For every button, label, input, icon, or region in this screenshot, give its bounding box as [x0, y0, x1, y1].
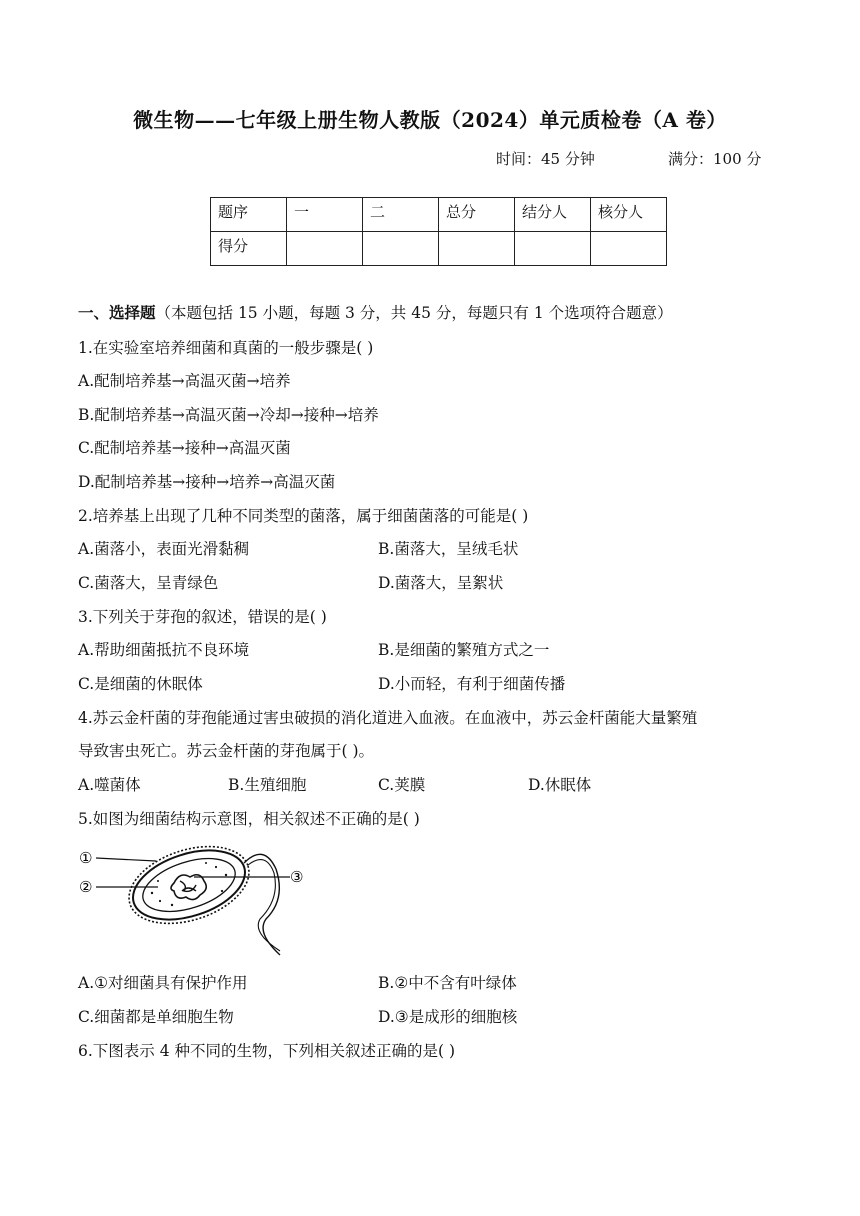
page-title: 微生物——七年级上册生物人教版（2024）单元质检卷（A 卷） — [133, 108, 727, 132]
option: A.帮助细菌抵抗不良环境 — [78, 641, 250, 659]
option: D.配制培养基→接种→培养→高温灭菌 — [78, 473, 336, 491]
option: B.②中不含有叶绿体 — [378, 974, 517, 992]
label-1: ① — [79, 849, 93, 867]
option: A.噬菌体 — [78, 776, 141, 794]
bacterium-diagram — [76, 835, 316, 960]
score-cell[interactable] — [591, 232, 667, 266]
option: C.配制培养基→接种→高温灭菌 — [78, 439, 291, 457]
table-cell: 二 — [363, 198, 439, 232]
question-stem: 3.下列关于芽孢的叙述，错误的是( ) — [78, 608, 327, 626]
question-stem: 2.培养基上出现了几种不同类型的菌落，属于细菌菌落的可能是( ) — [78, 507, 529, 525]
option: D.菌落大，呈絮状 — [378, 574, 504, 592]
table-cell: 题序 — [211, 198, 287, 232]
table-row — [211, 198, 667, 232]
table-cell: 得分 — [211, 232, 287, 266]
option: C.菌落大，呈青绿色 — [78, 574, 219, 592]
table-cell: 结分人 — [515, 198, 591, 232]
option: B.菌落大，呈绒毛状 — [378, 540, 519, 558]
table-cell: 一 — [287, 198, 363, 232]
score-cell[interactable] — [363, 232, 439, 266]
section-title: 一、选择题 — [78, 303, 156, 322]
option: B.配制培养基→高温灭菌→冷却→接种→培养 — [78, 406, 379, 424]
option: C.细菌都是单细胞生物 — [78, 1008, 234, 1026]
option: D.小而轻，有利于细菌传播 — [378, 675, 566, 693]
question-stem: 5.如图为细菌结构示意图，相关叙述不正确的是( ) — [78, 810, 420, 828]
question-stem: 1.在实验室培养细菌和真菌的一般步骤是( ) — [78, 339, 374, 357]
option: C.是细菌的休眠体 — [78, 675, 203, 693]
option: B.是细菌的繁殖方式之一 — [378, 641, 550, 659]
leader-line-1 — [96, 858, 156, 861]
score-cell[interactable] — [439, 232, 515, 266]
option: B.生殖细胞 — [228, 776, 307, 794]
score-cell[interactable] — [515, 232, 591, 266]
label-3: ③ — [290, 868, 304, 886]
exam-time: 时间：45 分钟 — [496, 150, 595, 168]
label-2: ② — [79, 878, 93, 896]
option: C.荚膜 — [378, 776, 426, 794]
question-stem: 6.下图表示 4 种不同的生物，下列相关叙述正确的是( ) — [78, 1042, 456, 1060]
question-stem: 4.苏云金杆菌的芽孢能通过害虫破损的消化道进入血液。在血液中，苏云金杆菌能大量繁殖 — [78, 709, 698, 727]
section-note: （本题包括 15 小题，每题 3 分，共 45 分，每题只有 1 个选项符合题意） — [155, 304, 673, 322]
option: A.①对细菌具有保护作用 — [78, 974, 248, 992]
score-cell[interactable] — [287, 232, 363, 266]
option: D.③是成形的细胞核 — [378, 1008, 518, 1026]
table-cell: 总分 — [439, 198, 515, 232]
option: A.配制培养基→高温灭菌→培养 — [78, 372, 291, 390]
score-table — [210, 197, 667, 266]
question-stem: 导致害虫死亡。苏云金杆菌的芽孢属于( )。 — [78, 742, 375, 760]
table-cell: 核分人 — [591, 198, 667, 232]
option: A.菌落小，表面光滑黏稠 — [78, 540, 250, 558]
table-row — [211, 232, 667, 266]
bacterium-cell — [119, 835, 280, 955]
option: D.休眠体 — [528, 776, 592, 794]
full-score: 满分：100 分 — [668, 150, 762, 168]
section-heading — [78, 301, 673, 323]
